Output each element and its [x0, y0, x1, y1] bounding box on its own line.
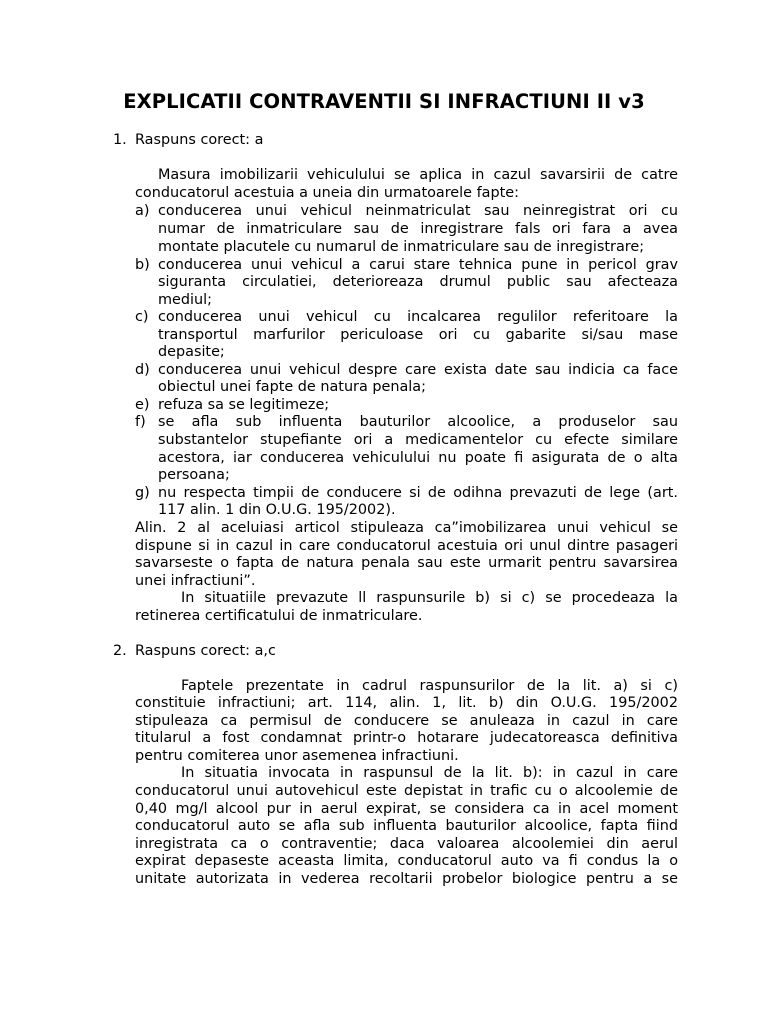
- paragraph-line: conducatorul auto se afla sub influenta bauturilor alcoolice, fapta fiind: [135, 818, 678, 834]
- paragraph-line: unitate autorizata in vederea recoltarii probelor biologice pentru a se: [135, 871, 678, 887]
- list-item-line: siguranta circulatiei, deterioreaza drumul public sau afecteaza: [158, 274, 678, 290]
- paragraph-line: constituie infractiuni; art. 114, alin. 1, lit. b) din O.U.G. 195/2002: [135, 695, 678, 711]
- paragraph-line: unei infractiuni”.: [135, 573, 256, 589]
- q2-number: 2.: [113, 643, 127, 659]
- q1-number: 1.: [113, 132, 127, 148]
- paragraph-line: conducatorul unui autovehicul este depistat in trafic cu o alcoolemie de: [135, 783, 678, 799]
- paragraph-line: Alin. 2 al aceluiasi articol stipuleaza ca”imobilizarea unui vehicul se: [135, 520, 678, 536]
- paragraph-line: titularul a fost condamnat printr-o hotarare judecatoreasca definitiva: [135, 730, 678, 746]
- list-item-line: substantelor stupefiante ori a medicamentelor cu efecte similare: [158, 432, 678, 448]
- q1-intro-line: conducatorul acestuia a uneia din urmatoarele fapte:: [135, 185, 519, 201]
- paragraph-line: In situatiile prevazute ll raspunsurile b) si c) se procedeaza la: [181, 590, 678, 606]
- list-item-line: conducerea unui vehicul cu incalcarea regulilor referitoare la: [158, 309, 678, 325]
- list-item-line: nu respecta timpii de conducere si de odihna prevazuti de lege (art.: [158, 485, 678, 501]
- paragraph-line: inregistrata ca o contraventie; daca valoarea alcoolemiei din aerul: [135, 836, 678, 852]
- list-item-line: mediul;: [158, 292, 212, 308]
- list-item-line: transportul marfurilor periculoase ori cu gabarite si/sau mase: [158, 327, 678, 343]
- list-item-line: acestora, iar conducerea vehiculului nu poate fi asigurata de o alta: [158, 450, 678, 466]
- list-item-line: conducerea unui vehicul despre care exista date sau indicia ca face: [158, 362, 678, 378]
- list-item-label: d): [135, 362, 150, 378]
- paragraph-line: Faptele prezentate in cadrul raspunsurilor de la lit. a) si c): [181, 678, 678, 694]
- list-item-line: montate placutele cu numarul de inmatriculare sau de inregistrare;: [158, 239, 645, 255]
- list-item-label: f): [135, 414, 146, 430]
- paragraph-line: stipuleaza ca permisul de conducere se anuleaza in cazul in care: [135, 713, 678, 729]
- q1-answer: Raspuns corect: a: [135, 132, 264, 148]
- q1-intro-line: Masura imobilizarii vehiculului se aplica in cazul savarsirii de catre: [158, 167, 678, 183]
- list-item-line: refuza sa se legitimeze;: [158, 397, 330, 413]
- list-item-label: a): [135, 203, 150, 219]
- list-item-line: obiectul unei fapte de natura penala;: [158, 379, 426, 395]
- list-item-line: persoana;: [158, 467, 230, 483]
- paragraph-line: pentru comiterea unor asemenea infractiuni.: [135, 748, 459, 764]
- paragraph-line: 0,40 mg/l alcool pur in aerul expirat, se considera ca in acel moment: [135, 801, 678, 817]
- list-item-label: b): [135, 257, 150, 273]
- paragraph-line: expirat depaseste aceasta limita, conducatorul auto va fi condus la o: [135, 853, 678, 869]
- document-title: EXPLICATII CONTRAVENTII SI INFRACTIUNI II v3: [123, 90, 645, 113]
- q2-answer: Raspuns corect: a,c: [135, 643, 276, 659]
- list-item-line: 117 alin. 1 din O.U.G. 195/2002).: [158, 502, 396, 518]
- paragraph-line: In situatia invocata in raspunsul de la lit. b): in cazul in care: [181, 765, 678, 781]
- paragraph-line: dispune si in cazul in care conducatorul acestuia ori unul dintre pasageri: [135, 538, 678, 554]
- list-item-label: c): [135, 309, 149, 325]
- list-item-line: numar de inmatriculare sau de inregistrare fals ori fara a avea: [158, 221, 678, 237]
- paragraph-line: retinerea certificatului de inmatriculare.: [135, 608, 423, 624]
- paragraph-line: savarseste o fapta de natura penala sau este urmarit pentru savarsirea: [135, 555, 678, 571]
- list-item-label: e): [135, 397, 150, 413]
- list-item-line: conducerea unui vehicul neinmatriculat sau neinregistrat ori cu: [158, 203, 678, 219]
- list-item-line: se afla sub influenta bauturilor alcoolice, a produselor sau: [158, 414, 678, 430]
- list-item-line: depasite;: [158, 344, 225, 360]
- list-item-label: g): [135, 485, 150, 501]
- list-item-line: conducerea unui vehicul a carui stare tehnica pune in pericol grav: [158, 257, 678, 273]
